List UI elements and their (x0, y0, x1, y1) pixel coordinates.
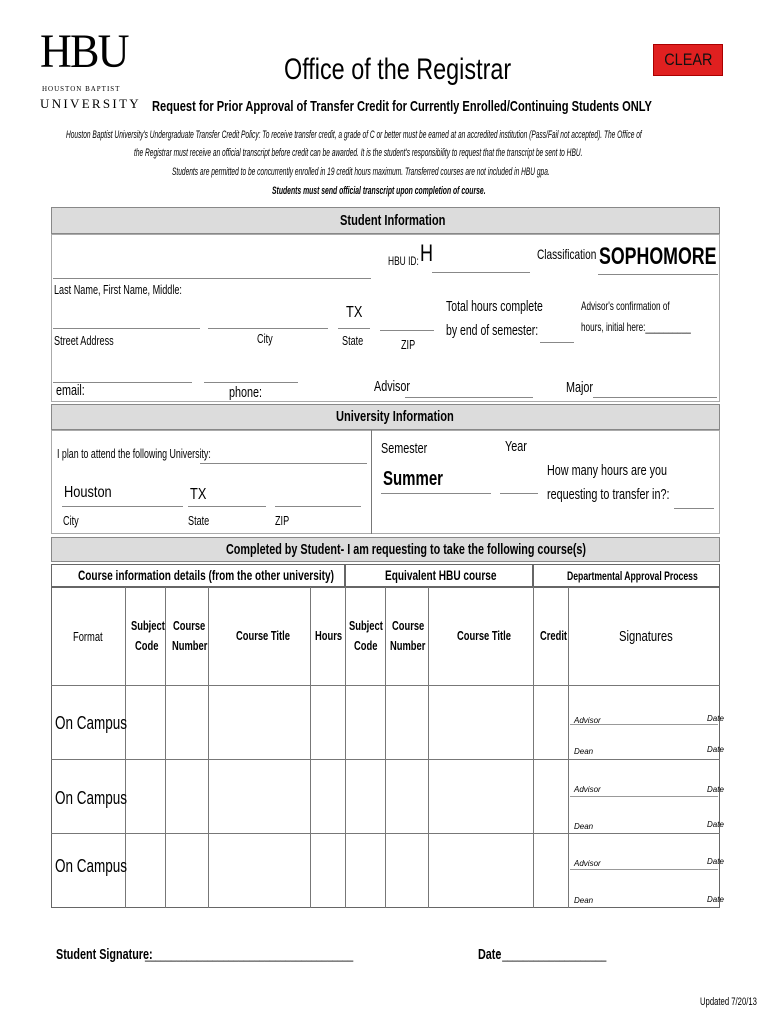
uni-zip-line[interactable] (275, 506, 361, 507)
row3-advisor-line[interactable] (570, 869, 718, 870)
col-hbu-title: Course Title (457, 628, 511, 643)
col-credit: Credit (540, 628, 568, 643)
row2-advisor-date: Date (707, 785, 724, 794)
major-line[interactable] (593, 397, 717, 398)
row3-dean: Dean (574, 896, 594, 905)
policy-line-1: Houston Baptist University's Undergraduate Transfer Credit Policy: To receive transfer credit, a grade of C or better must be earned at an accredited institution (Pass/Fail not accepted). The Office of (66, 129, 642, 141)
row1-advisor-line[interactable] (570, 724, 718, 725)
clear-button-label: CLEAR (663, 50, 713, 69)
advisor-line[interactable] (405, 397, 533, 398)
dept-header-label: Departmental Approval Process (567, 569, 698, 583)
phone-line[interactable] (204, 382, 298, 383)
university-name-line[interactable] (200, 463, 367, 464)
col-hbu-course-1: Course (392, 618, 425, 633)
semester-field[interactable]: Summer (383, 468, 444, 490)
col-rule-6 (385, 587, 386, 908)
signature-blank[interactable]: ________________________________________ (145, 947, 354, 962)
semester-label: Semester (381, 440, 428, 457)
state-field[interactable]: TX (346, 304, 363, 321)
hours-question-2: requesting to transfer in?: (547, 486, 670, 503)
row3-format: On Campus (55, 856, 128, 876)
hours-label-2: by end of semester: (446, 322, 539, 339)
col-rule-7 (428, 587, 429, 908)
col-subject-1: Subject (131, 618, 165, 633)
semester-line (381, 493, 491, 494)
student-info-title: Student Information (340, 212, 446, 229)
other-univ-header-label: Course information details (from the other university) (78, 567, 334, 583)
row2-advisor-line[interactable] (570, 796, 718, 797)
row2-format: On Campus (55, 788, 128, 808)
zip-line[interactable] (380, 330, 434, 331)
row1-dean-date: Date (707, 745, 724, 754)
logo-line2: UNIVERSITY (40, 96, 141, 111)
col-course-1: Course (173, 618, 206, 633)
col-title: Course Title (236, 628, 290, 643)
city-line[interactable] (208, 328, 328, 329)
row1-advisor: Advisor (574, 716, 601, 725)
hbu-course-header-label: Equivalent HBU course (385, 567, 497, 583)
row2-advisor: Advisor (574, 785, 601, 794)
uni-city-field[interactable]: Houston (64, 484, 112, 501)
classification-line (598, 274, 718, 275)
page-title: Office of the Registrar (284, 53, 512, 86)
col-rule-5 (345, 587, 346, 908)
date-label: Date (478, 946, 502, 963)
date-blank[interactable]: : ____________________ (497, 947, 607, 962)
uni-state-line (188, 506, 266, 507)
col-rule-9 (568, 587, 569, 908)
col-hbu-subject-1: Subject (349, 618, 383, 633)
email-label: email: (56, 382, 85, 399)
updated-note: Updated 7/20/13 (700, 996, 757, 1008)
col-signatures: Signatures (619, 628, 673, 645)
policy-line-4: Students must send official transcript upon completion of course. (272, 185, 486, 197)
hours-label-1: Total hours complete (446, 298, 543, 315)
row1-advisor-date: Date (707, 714, 724, 723)
row3-dean-date: Date (707, 895, 724, 904)
city-label: City (257, 331, 273, 346)
col-rule-2 (165, 587, 166, 908)
state-line (338, 328, 370, 329)
university-info-title: University Information (336, 408, 454, 425)
signature-label: Student Signature: (56, 946, 153, 963)
university-divider (371, 430, 372, 534)
classification-label: Classification (537, 246, 597, 262)
major-label: Major (566, 379, 594, 396)
phone-label: phone: (229, 384, 263, 401)
transfer-hours-line[interactable] (674, 508, 714, 509)
year-line[interactable] (500, 493, 538, 494)
zip-label: ZIP (401, 337, 416, 352)
hours-question-1: How many hours are you (547, 462, 668, 479)
col-format: Format (73, 629, 103, 644)
policy-line-3: Students are permitted to be concurrently enrolled in 19 credit hours maximum. Transferred courses are not included in HBU gpa. (172, 166, 550, 178)
street-label: Street Address (54, 333, 114, 348)
uni-state-field[interactable]: TX (190, 486, 207, 503)
street-line[interactable] (53, 328, 200, 329)
uni-state-label: State (188, 513, 210, 528)
advisor-confirm-2: hours, initial here:__________ (581, 320, 691, 334)
hours-input-line[interactable] (540, 342, 574, 343)
row1-format: On Campus (55, 713, 128, 733)
advisor-confirm-1: Advisor's confirmation of (581, 299, 670, 313)
state-label: State (342, 333, 364, 348)
col-hbu-course-2: Number (390, 638, 426, 653)
classification-field[interactable]: SOPHOMORE (599, 243, 717, 270)
clear-button[interactable] (653, 44, 723, 76)
advisor-label: Advisor (374, 378, 411, 395)
hbu-id-label: HBU ID: (388, 254, 419, 268)
form-subtitle: Request for Prior Approval of Transfer Credit for Currently Enrolled/Continuing Students ONLY (152, 98, 652, 115)
logo-line1: HOUSTON BAPTIST (42, 85, 121, 93)
name-label: Last Name, First Name, Middle: (54, 282, 182, 297)
uni-zip-label: ZIP (275, 513, 290, 528)
logo-letters: HBU (40, 25, 128, 78)
col-subject-2: Code (135, 638, 159, 653)
uni-city-label: City (63, 513, 79, 528)
col-hours: Hours (315, 628, 343, 643)
col-rule-3 (208, 587, 209, 908)
plan-label: I plan to attend the following University: (57, 446, 211, 461)
hbu-id-line (432, 272, 530, 273)
col-rule-4 (310, 587, 311, 908)
name-input-line[interactable] (53, 278, 371, 279)
uni-city-line (62, 506, 183, 507)
hbu-logo (40, 25, 141, 116)
policy-line-2: the Registrar must receive an official transcript before credit can be awarded. It is the student's responsibility to request that the transcript be sent to HBU. (134, 147, 583, 159)
col-hbu-subject-2: Code (354, 638, 378, 653)
row2-dean: Dean (574, 822, 594, 831)
courses-title: Completed by Student- I am requesting to take the following course(s) (226, 541, 587, 558)
row3-advisor: Advisor (574, 859, 601, 868)
col-course-2: Number (172, 638, 208, 653)
row1-dean: Dean (574, 747, 594, 756)
col-rule-8 (533, 587, 534, 908)
hbu-id-field[interactable]: H (420, 240, 434, 267)
row3-advisor-date: Date (707, 857, 724, 866)
year-label: Year (505, 438, 527, 455)
row2-dean-date: Date (707, 820, 724, 829)
